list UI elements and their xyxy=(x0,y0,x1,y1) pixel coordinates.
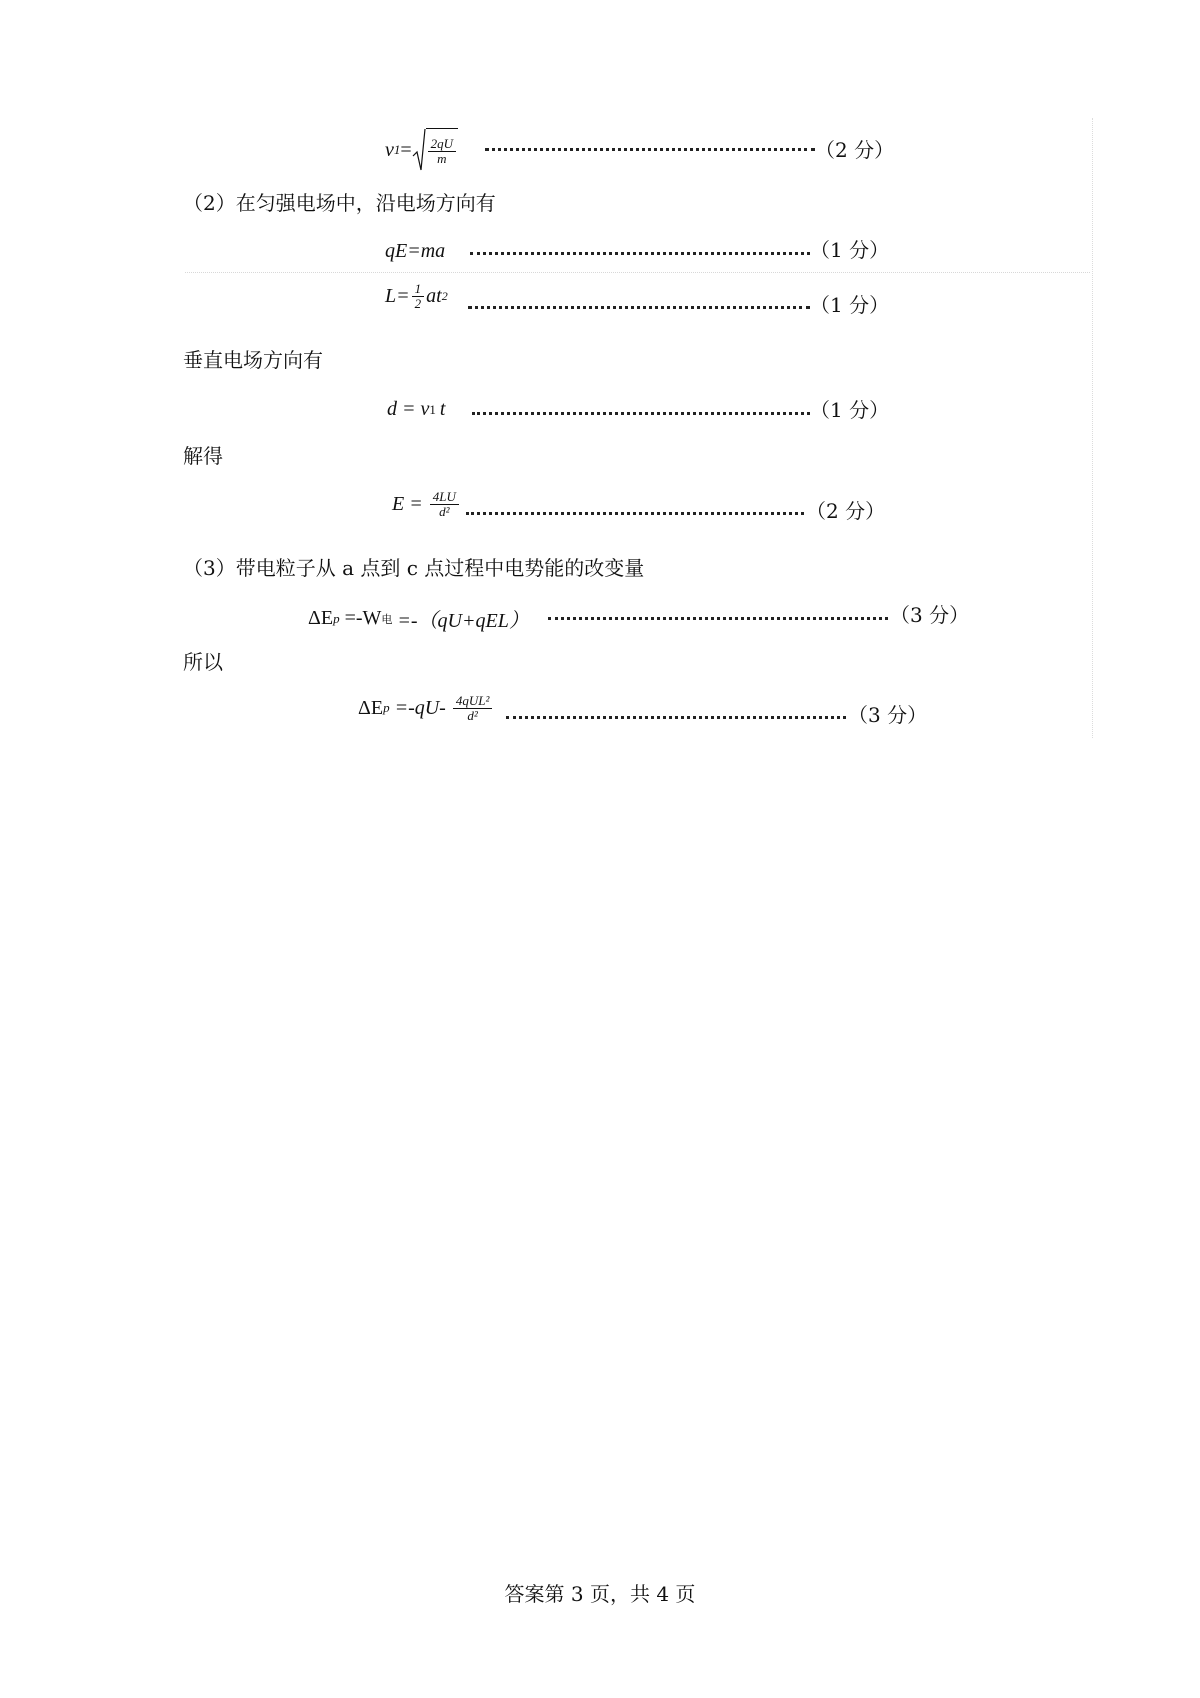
v1-eq: = xyxy=(400,138,412,161)
leader-dots xyxy=(548,617,888,620)
score-label: （3 分） xyxy=(848,703,928,727)
dep1-lhs-sub: p xyxy=(333,610,340,626)
part2-heading: （2）在匀强电场中，沿电场方向有 xyxy=(183,191,496,215)
margin-guide-vertical xyxy=(1092,118,1093,738)
leader-dots xyxy=(470,252,810,255)
dep-formula-2 xyxy=(358,694,494,722)
l-frac-den: 2 xyxy=(414,295,422,311)
square-root xyxy=(412,128,458,172)
perpendicular-heading: 垂直电场方向有 xyxy=(183,348,323,372)
qe-formula xyxy=(385,240,445,263)
dep2-frac-den: d² xyxy=(467,707,478,723)
solve-heading: 解得 xyxy=(183,444,223,468)
dep2-lhs: ΔE xyxy=(358,696,384,719)
score-label: （2 分） xyxy=(815,138,895,162)
score-label: （2 分） xyxy=(806,499,886,523)
leader-dots xyxy=(468,306,810,309)
so-heading: 所以 xyxy=(183,650,223,674)
leader-dots xyxy=(506,716,846,719)
v1-lhs: v xyxy=(385,138,394,161)
l-rhs: at xyxy=(426,284,442,307)
dep2-mid: =-qU- xyxy=(389,696,451,719)
dep1-rhs: =-（qU+qEL） xyxy=(392,610,529,632)
e-formula xyxy=(392,490,461,518)
l-formula xyxy=(385,282,448,310)
e-lhs: E = xyxy=(392,492,428,515)
l-rhs-sup: 2 xyxy=(441,288,448,303)
dep1-lhs: ΔE xyxy=(308,607,334,629)
d-formula xyxy=(387,398,445,421)
score-label: （1 分） xyxy=(810,398,890,422)
dep-formula-1 xyxy=(308,604,529,633)
qe-text: qE=ma xyxy=(385,240,446,262)
v1-sqrt-numerator: 2qU xyxy=(428,137,456,152)
dep2-lhs-sub: p xyxy=(383,700,390,716)
v1-formula xyxy=(385,128,458,172)
leader-dots xyxy=(485,148,815,151)
radical-sign xyxy=(412,128,426,172)
dep1-mid-sub: 电 xyxy=(381,613,393,626)
score-label: （1 分） xyxy=(810,293,890,317)
leader-dots xyxy=(472,412,810,415)
dep2-frac-num: 4qUL² xyxy=(453,694,493,709)
v1-sqrt-denominator: m xyxy=(437,151,447,166)
d-lhs-sub: 1 xyxy=(429,401,436,417)
margin-guide-horizontal xyxy=(185,272,1090,273)
l-frac-num: 1 xyxy=(412,282,425,297)
e-frac-num: 4LU xyxy=(430,490,459,505)
d-rhs: t xyxy=(439,398,446,420)
e-frac-den: d² xyxy=(439,503,450,519)
part3-heading: （3）带电粒子从 a 点到 c 点过程中电势能的改变量 xyxy=(183,556,645,580)
leader-dots xyxy=(466,512,804,515)
l-lhs: L= xyxy=(385,284,410,307)
score-label: （3 分） xyxy=(890,603,970,627)
v1-lhs-sub: 1 xyxy=(393,142,401,157)
score-label: （1 分） xyxy=(810,238,890,262)
d-lhs: d = v xyxy=(387,398,430,420)
page-footer: 答案第 3 页，共 4 页 xyxy=(504,1582,696,1606)
dep1-mid: =-W xyxy=(339,607,382,629)
